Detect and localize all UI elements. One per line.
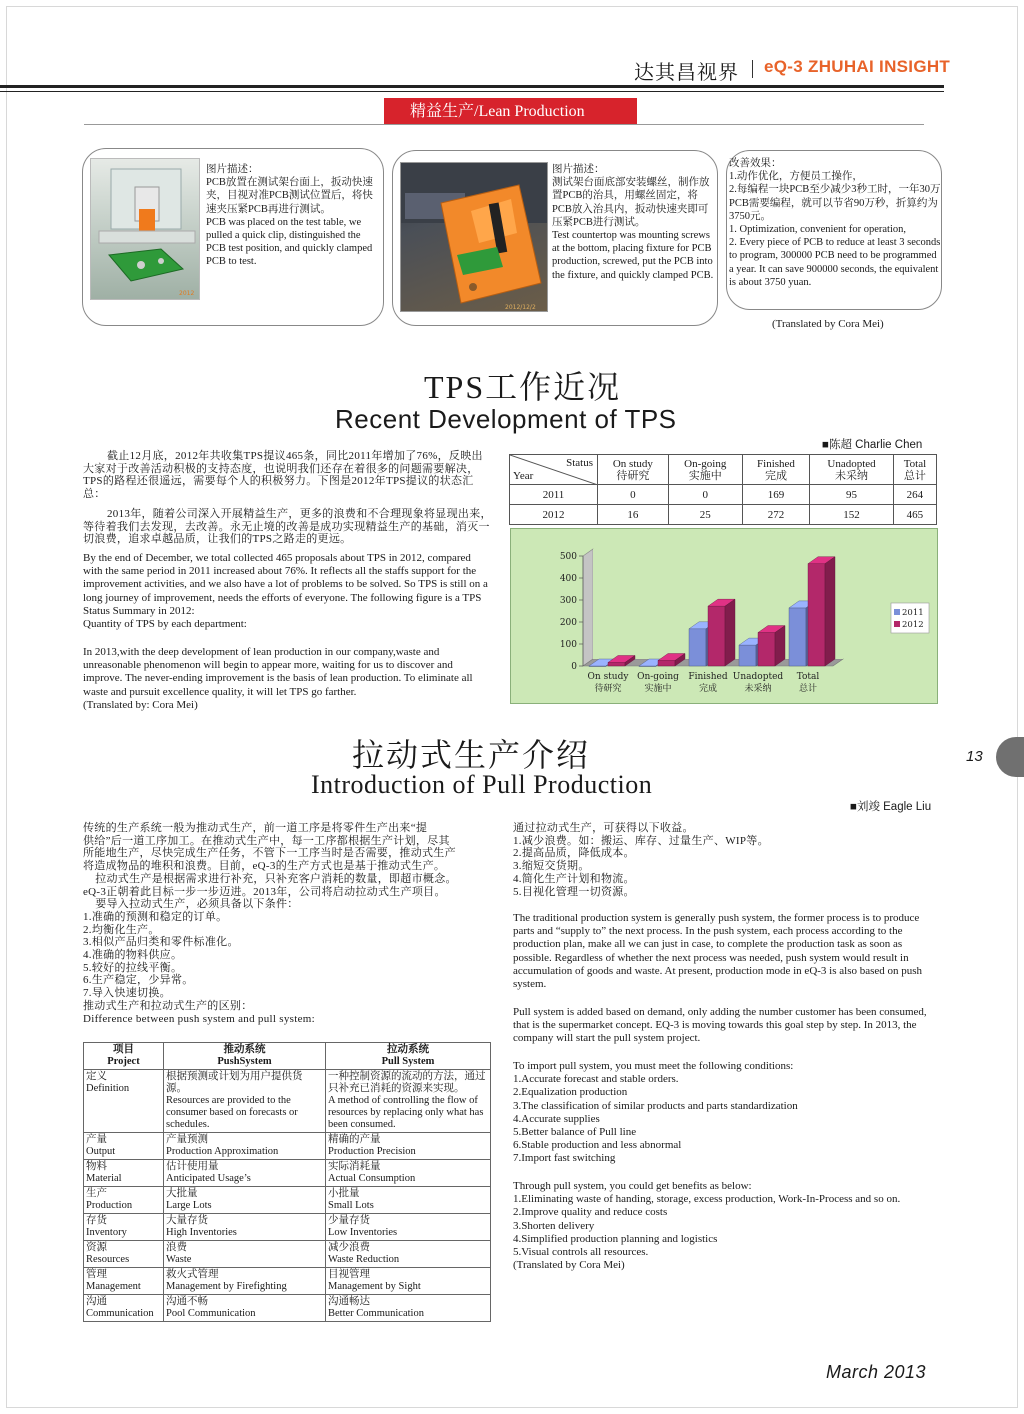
x-tick-label: On study bbox=[587, 672, 629, 682]
header-separator bbox=[752, 60, 753, 78]
cmp-cell-pull: 小批量 Small Lots bbox=[326, 1187, 491, 1214]
y-tick-label: 0 bbox=[571, 662, 577, 672]
pull-title-en: Introduction of Pull Production bbox=[311, 770, 653, 799]
cmp-cell-item: 存货 Inventory bbox=[84, 1214, 164, 1241]
tps-cell: 95 bbox=[810, 485, 894, 505]
pull-left-line: 将造成物品的堆积和浪费。目前，eQ-3的生产方式也是基于推动式生产。 bbox=[83, 860, 446, 873]
fixture-illustration bbox=[401, 163, 548, 312]
cmp-cell-pull: 实际消耗量 Actual Consumption bbox=[326, 1160, 491, 1187]
tps-cell: 0 bbox=[668, 485, 742, 505]
tps-cell: 25 bbox=[668, 505, 742, 525]
pull-left-line: 1.准确的预测和稳定的订单。 bbox=[83, 910, 228, 923]
pull-paragraph-en-2: Pull system is added based on demand, only adding the number customer has been consumed, that is the supermarket concept. EQ-3 is moving towards this goal step by step. In 2013, the company will start the pull system project. bbox=[513, 1006, 927, 1045]
tps-table-corner bbox=[510, 455, 598, 485]
cmp-cell-push: 大批量 Large Lots bbox=[164, 1187, 326, 1214]
x-tick-label-cn: 未采纳 bbox=[744, 684, 772, 694]
cmp-cell-item: 生产 Production bbox=[84, 1187, 164, 1214]
x-tick-label: On-going bbox=[637, 672, 679, 682]
tps-status-table bbox=[509, 454, 937, 525]
cmp-cell-item: 资源 Resources bbox=[84, 1241, 164, 1268]
photo-test-table bbox=[90, 158, 200, 300]
bar-2012 bbox=[808, 564, 825, 666]
tps-cell: 272 bbox=[742, 505, 809, 525]
pull-left-line: 5.较好的拉线平衡。 bbox=[83, 961, 183, 974]
cmp-cell-push: 浪费 Waste bbox=[164, 1241, 326, 1268]
photo1-stamp: 2012 bbox=[179, 290, 195, 297]
cmp-cell-item: 产量 Output bbox=[84, 1133, 164, 1160]
tps-cell: 264 bbox=[893, 485, 936, 505]
pull-author: ■刘竣 Eagle Liu bbox=[850, 801, 932, 813]
cmp-row bbox=[84, 1160, 491, 1187]
photo-2-caption: 图片描述： 测试架台面底部安装螺丝，制作放置PCB的治具，用螺丝固定，将PCB放入治具内，扳动快速夹即可压紧PCB进行测试。 Test countertop was mounting screws at the bottom, placing fixture for PCB production, screwed, put the PCB into the fixture, and quickly clamped PCB. bbox=[552, 164, 714, 281]
bar-2011 bbox=[739, 645, 756, 666]
cmp-cell-pull: 减少浪费 Waste Reduction bbox=[326, 1241, 491, 1268]
tps-table-row bbox=[510, 505, 937, 525]
x-tick-label-cn: 完成 bbox=[698, 684, 718, 694]
tps-col-header: Total 总计 bbox=[893, 455, 936, 485]
pull-benefits-cn: 通过拉动式生产，可获得以下收益。 1.减少浪费。如：搬运、库存、过量生产、WIP等。 2.提高品质，降低成本。 3.缩短交货期。 4.简化生产计划和物流。 5.目视化管理一切资源。 bbox=[513, 822, 769, 898]
pull-left-line: 所能地生产，尽快完成生产任务，不管下一工序当时是否需要，推动式生产 bbox=[83, 847, 456, 860]
y-tick-label: 200 bbox=[559, 618, 577, 628]
tps-author: ■陈超 Charlie Chen bbox=[822, 439, 923, 451]
section-tag: 精益生产/Lean Production bbox=[384, 98, 637, 125]
pull-left-line: 供给”后一道工序加工。在推动式生产中，每一工序都根据生产计划，尽其 bbox=[83, 834, 450, 847]
header-rule-thin bbox=[0, 91, 944, 92]
pull-left-line: 要导入拉动式生产，必须具备以下条件： bbox=[83, 898, 299, 911]
pull-left-line: Difference between push system and pull system: bbox=[83, 1012, 316, 1025]
tps-year-cell: 2012 bbox=[510, 505, 598, 525]
tps-col-header: Unadopted 未采纳 bbox=[810, 455, 894, 485]
y-tick-label: 500 bbox=[559, 552, 577, 562]
bar-2012 bbox=[608, 662, 625, 666]
cmp-row bbox=[84, 1241, 491, 1268]
cmp-cell-pull: 精确的产量 Production Precision bbox=[326, 1133, 491, 1160]
cmp-row bbox=[84, 1133, 491, 1160]
tps-cell: 169 bbox=[742, 485, 809, 505]
y-tick-label: 300 bbox=[559, 596, 577, 606]
x-tick-label-cn: 总计 bbox=[798, 684, 818, 694]
tps-chart bbox=[510, 528, 938, 704]
brand-cn: 达其昌视界 bbox=[634, 62, 739, 84]
corner-year: Year bbox=[513, 470, 534, 482]
cmp-header-row bbox=[84, 1043, 491, 1070]
tps-cell: 16 bbox=[598, 505, 669, 525]
cmp-cell-push: 大量存货 High Inventories bbox=[164, 1214, 326, 1241]
tps-col-header: Finished 完成 bbox=[742, 455, 809, 485]
bar-side-2012 bbox=[775, 626, 785, 666]
pull-left-line: 3.相似产品归类和零件标准化。 bbox=[83, 936, 239, 949]
x-tick-label: Unadopted bbox=[732, 672, 784, 682]
legend-swatch bbox=[894, 621, 900, 627]
header-rule bbox=[0, 85, 944, 88]
photo-1-caption: 图片描述： PCB放置在测试架台面上，扳动快速夹，目视对准PCB测试位置后，将快速夹压紧PCB再进行测试。 PCB was placed on the test table, we pulled a quick clip, distinguished the PCB test position, and quickly clamped PCB to test. bbox=[206, 164, 373, 268]
cmp-header-push: 推动系统 PushSystem bbox=[164, 1043, 326, 1070]
cmp-cell-item: 定义 Definition bbox=[84, 1070, 164, 1133]
cmp-cell-item: 管理 Management bbox=[84, 1268, 164, 1295]
pull-left-line: 传统的生产系统一般为推动式生产，前一道工序是将零件生产出来“提 bbox=[83, 822, 428, 834]
tps-cell: 465 bbox=[893, 505, 936, 525]
legend-swatch bbox=[894, 609, 900, 615]
cmp-cell-push: 估计使用量 Anticipated Usage’s bbox=[164, 1160, 326, 1187]
tps-table-header bbox=[510, 455, 937, 485]
cmp-row bbox=[84, 1070, 491, 1133]
pull-paragraph-en-1: The traditional production system is generally push system, the former process is to produce parts and “supply to” the next process. In the push system, each process according to the production plan, make all we can just in case, to complete the production task as soon as possible. Regardless of whether the next process was needed, push system would result in accumulation of goods and waste. At present, production mode in eQ-3 is also based on push system. bbox=[513, 912, 923, 991]
bar-side-2012 bbox=[725, 599, 735, 666]
x-tick-label: Finished bbox=[688, 672, 728, 682]
cmp-cell-push: 救火式管理 Management by Firefighting bbox=[164, 1268, 326, 1295]
pull-left-line: 6.生产稳定，少异常。 bbox=[83, 974, 194, 987]
tps-year-cell: 2011 bbox=[510, 485, 598, 505]
bar-side-2012 bbox=[825, 557, 835, 666]
tps-title-cn: TPS工作近况 bbox=[424, 369, 622, 405]
pull-conditions-en: To import pull system, you must meet the following conditions: 1.Accurate forecast and stable orders. 2.Equalization production 3.The classification of similar products and parts standardization 4.Accurate supplies 5.Better balance of Pull line 6.Stable production and less abnormal 7.Import fast switching bbox=[513, 1060, 798, 1165]
tps-paragraph-en-2: In 2013,with the deep development of lean production in our company,waste and unreasonable phenomenon will begin to appear more, waiting for us to discover and improve. The never-ending improvement is the basis of lean production. To eliminate all waste and pursuit excellence quality, it will let TPS go farther. (Translated by: Cora Mei) bbox=[83, 646, 473, 711]
tps-title-en: Recent Development of TPS bbox=[335, 404, 677, 434]
tps-cell: 0 bbox=[598, 485, 669, 505]
cmp-row bbox=[84, 1214, 491, 1241]
bar-2011 bbox=[689, 629, 706, 666]
pull-left-line: 7.导入快速切换。 bbox=[83, 987, 171, 1000]
cmp-cell-push: 沟通不畅 Pool Communication bbox=[164, 1295, 326, 1322]
cmp-cell-push: 产量预测 Production Approximation bbox=[164, 1133, 326, 1160]
push-pull-comparison-table bbox=[83, 1042, 491, 1322]
corner-status: Status bbox=[566, 457, 593, 469]
bar-2011 bbox=[789, 608, 806, 666]
legend-label: 2011 bbox=[902, 608, 924, 618]
legend-label: 2012 bbox=[902, 620, 924, 630]
improvement-text: 改善效果： 1.动作优化，方便员工操作， 2.每编程一块PCB至少减少3秒工时，一年30万PCB需要编程，就可以节省90万秒，折算约为3750元。 1. Optimization, convenient for operation, 2. Every piece of PCB to reduce at least 3 seconds to program, 300000 PCB need to be programmed a year. It can save 900000 seconds, the equivalent is about 3750 yuan. bbox=[729, 158, 941, 288]
y-tick-label: 100 bbox=[559, 640, 577, 650]
cmp-row bbox=[84, 1187, 491, 1214]
tps-paragraph-cn-2: 2013年，随着公司深入开展精益生产，更多的浪费和不合理现象将显现出来，等待着我们去发现，去改善。永无止境的改善是成功实现精益生产的基础，消灭一切浪费，追求卓越品质，让我们的TPS之路走的更远。 bbox=[83, 508, 492, 546]
tps-chart-svg bbox=[511, 529, 939, 705]
cmp-cell-item: 物料 Material bbox=[84, 1160, 164, 1187]
cmp-cell-pull: 少量存货 Low Inventories bbox=[326, 1214, 491, 1241]
chart-side-wall bbox=[583, 549, 593, 666]
bar-2012 bbox=[758, 633, 775, 666]
pull-title-cn: 拉动式生产介绍 bbox=[352, 737, 591, 773]
x-tick-label-cn: 待研究 bbox=[594, 684, 622, 694]
translator-credit-top: (Translated by Cora Mei) bbox=[772, 318, 884, 330]
cmp-header-pull: 拉动系统 Pull System bbox=[326, 1043, 491, 1070]
tps-cell: 152 bbox=[810, 505, 894, 525]
cmp-cell-pull: 目视管理 Management by Sight bbox=[326, 1268, 491, 1295]
tps-col-header: On-going 实施中 bbox=[668, 455, 742, 485]
cmp-row bbox=[84, 1295, 491, 1322]
tps-col-header: On study 待研究 bbox=[598, 455, 669, 485]
pull-left-text bbox=[83, 822, 497, 1025]
pull-left-line: 2.均衡化生产。 bbox=[83, 923, 160, 936]
x-tick-label: Total bbox=[796, 672, 820, 682]
pull-left-line: eQ-3正朝着此目标一步一步迈进。2013年，公司将启动拉动式生产项目。 bbox=[83, 885, 446, 898]
cmp-cell-pull: 一种控制资源的流动的方法，通过只补充已消耗的资源来实现。 A method of controlling the flow of resources by replacing only what has been consumed. bbox=[326, 1070, 491, 1133]
photo-fixture bbox=[400, 162, 548, 312]
cmp-cell-push: 根据预测或计划为用户提供货源。 Resources are provided to the consumer based on forecasts or schedules. bbox=[164, 1070, 326, 1133]
test-table-illustration bbox=[91, 159, 200, 300]
brand-en: eQ-3 ZHUHAI INSIGHT bbox=[764, 57, 951, 76]
x-tick-label-cn: 实施中 bbox=[644, 684, 672, 694]
pull-left-line: 推动式生产和拉动式生产的区别： bbox=[83, 999, 253, 1012]
pull-left-line: 4.准确的物料供应。 bbox=[83, 949, 183, 962]
cmp-header-project: 项目 Project bbox=[84, 1043, 164, 1070]
section-line bbox=[84, 124, 924, 125]
cmp-cell-item: 沟通 Communication bbox=[84, 1295, 164, 1322]
tps-table-row bbox=[510, 485, 937, 505]
photo2-stamp: 2012/12/2 bbox=[505, 304, 536, 311]
cmp-cell-pull: 沟通畅达 Better Communication bbox=[326, 1295, 491, 1322]
y-tick-label: 400 bbox=[559, 574, 577, 584]
bar-2012 bbox=[658, 661, 675, 667]
pull-benefits-en: Through pull system, you could get benefits as below: 1.Eliminating waste of handing, storage, excess production, Work-In-Process and so on. 2.Improve quality and reduce costs 3.Shorten delivery 4.Simplified production planning and logistics 5.Visual controls all resources. (Translated by Cora Mei) bbox=[513, 1180, 901, 1272]
pull-left-line: 拉动式生产是根据需求进行补充，只补充客户消耗的数量，即超市概念。 bbox=[83, 872, 457, 885]
tps-paragraph-en-1: By the end of December, we total collected 465 proposals about TPS in 2012, compared with the same period in 2011 increased about 76%. It reflects all the staffs support for the improvement activities, and we also have a lot of problems to be solved. So TPS is still on a long journey of improvement, needs the efforts of everyone. The following figure is a TPS Status Summary in 2012: Quantity of TPS by each department: bbox=[83, 552, 488, 631]
issue-date: March 2013 bbox=[826, 1362, 927, 1382]
page-number: 13 bbox=[966, 748, 983, 765]
cmp-row bbox=[84, 1268, 491, 1295]
bar-2012 bbox=[708, 606, 725, 666]
tps-paragraph-cn-1: 截止12月底，2012年共收集TPS提议465条，同比2011年增加了76%，反映出大家对于改善活动积极的支持态度，也说明我们还存在着很多的问题需要解决，TPS的路程还很遥远，需要每个人的积极努力。下图是2012年TPS提议的状态汇总： bbox=[83, 450, 483, 501]
